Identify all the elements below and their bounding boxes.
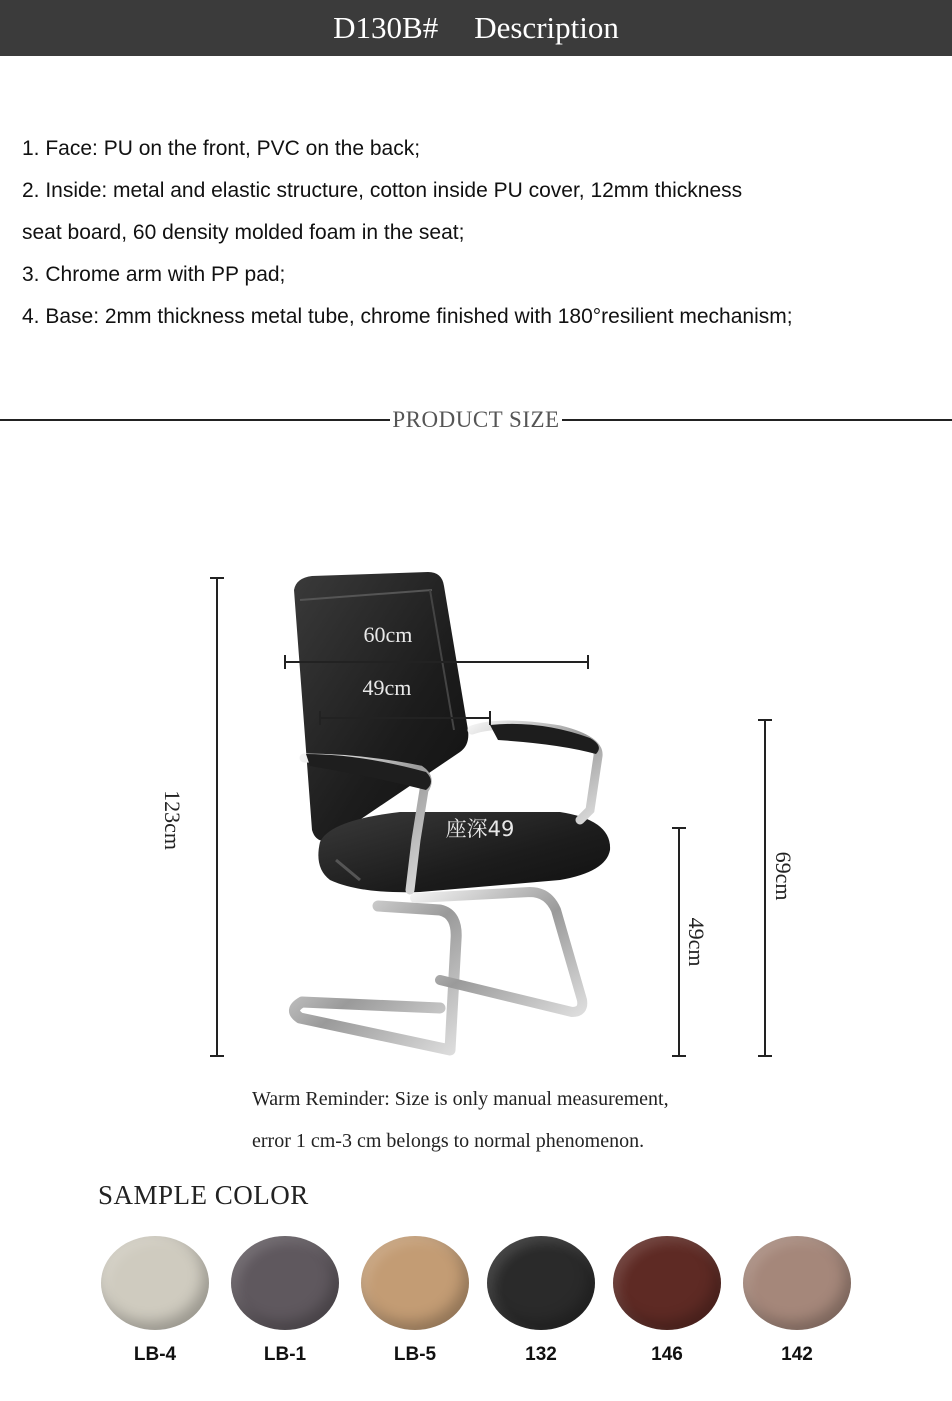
swatch-code: LB-1 <box>263 1344 307 1365</box>
chair-dimension-diagram <box>0 440 952 1070</box>
product-size-divider <box>0 408 952 432</box>
swatch-code: 142 <box>781 1344 813 1365</box>
section-title: PRODUCT SIZE <box>392 407 560 432</box>
swatch-lb-4[interactable] <box>100 1236 210 1366</box>
model-number: D130B# <box>333 10 439 45</box>
swatch-code: 132 <box>525 1344 557 1365</box>
swatch-code: LB-5 <box>393 1344 437 1365</box>
reminder-line: Warm Reminder: Size is only manual measurement, <box>252 1088 669 1110</box>
swatch-disc <box>487 1236 595 1330</box>
warm-reminder <box>252 1078 852 1162</box>
label-arm-height: 69cm <box>771 851 796 901</box>
swatch-146[interactable] <box>612 1236 722 1366</box>
swatch-lb-1[interactable] <box>230 1236 340 1366</box>
label-width-seat: 49cm <box>362 675 412 700</box>
chair-illustration <box>294 572 610 1050</box>
description-line: seat board, 60 density molded foam in the seat; <box>22 221 465 244</box>
label-seat-height: 49cm <box>684 917 709 967</box>
description-list <box>22 128 952 338</box>
label-seat-depth: 座深49 <box>445 817 515 841</box>
description-line: 3. Chrome arm with PP pad; <box>22 263 286 286</box>
swatch-lb-5[interactable] <box>360 1236 470 1366</box>
swatch-code: 146 <box>651 1344 683 1365</box>
description-line: 2. Inside: metal and elastic structure, cotton inside PU cover, 12mm thickness <box>22 179 743 202</box>
swatch-disc <box>231 1236 339 1330</box>
swatch-132[interactable] <box>486 1236 596 1366</box>
swatch-disc <box>361 1236 469 1330</box>
reminder-line: error 1 cm-3 cm belongs to normal phenomenon. <box>252 1130 645 1152</box>
swatch-disc <box>101 1236 209 1330</box>
swatch-disc <box>743 1236 851 1330</box>
description-line: 4. Base: 2mm thickness metal tube, chrome finished with 180°resilient mechanism; <box>22 305 793 328</box>
description-line: 1. Face: PU on the front, PVC on the back; <box>22 137 421 160</box>
divider-line-right <box>562 419 952 421</box>
swatch-142[interactable] <box>742 1236 852 1366</box>
header-title: Description <box>474 10 619 45</box>
swatch-code: LB-4 <box>133 1344 177 1365</box>
label-height-overall: 123cm <box>160 790 185 850</box>
divider-line-left <box>0 419 390 421</box>
swatch-disc <box>613 1236 721 1330</box>
sample-color-title: SAMPLE COLOR <box>98 1180 309 1210</box>
header-bar <box>0 0 952 56</box>
dimension-labels <box>160 622 796 966</box>
color-swatches <box>100 1236 870 1376</box>
label-width-overall: 60cm <box>363 622 413 647</box>
